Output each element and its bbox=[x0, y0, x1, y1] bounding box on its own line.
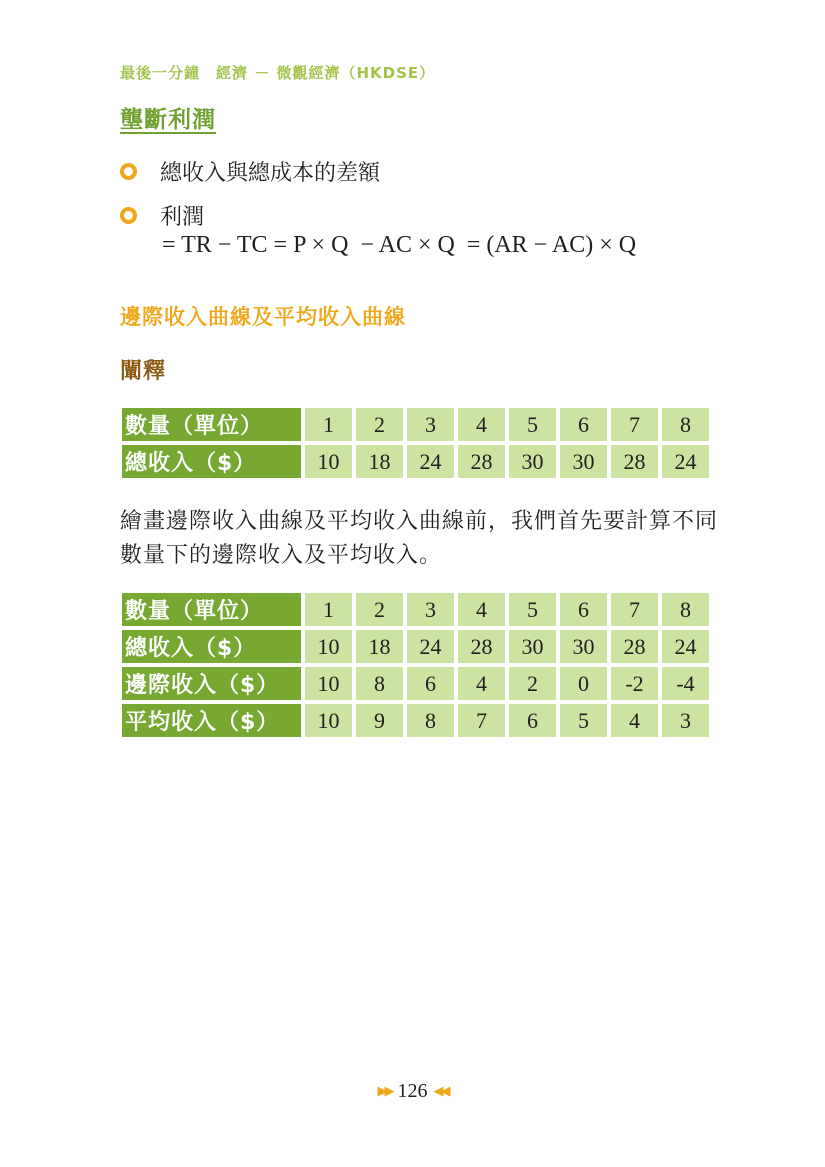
table-row bbox=[122, 593, 709, 626]
table-row bbox=[122, 704, 709, 737]
table-row bbox=[122, 445, 709, 478]
table-cell: 7 bbox=[611, 408, 658, 441]
row-header: 數量（單位） bbox=[122, 593, 301, 626]
table-cell: 28 bbox=[458, 445, 505, 478]
table-cell: 30 bbox=[509, 445, 556, 478]
table-cell: 24 bbox=[662, 630, 709, 663]
table-cell: 6 bbox=[560, 408, 607, 441]
table-cell: 5 bbox=[509, 408, 556, 441]
row-header: 數量（單位） bbox=[122, 408, 301, 441]
table-cell: 10 bbox=[305, 704, 352, 737]
table-cell: 4 bbox=[458, 667, 505, 700]
page-footer bbox=[0, 1080, 825, 1103]
table-cell: 3 bbox=[407, 593, 454, 626]
table-cell: 8 bbox=[662, 593, 709, 626]
table-cell: -4 bbox=[662, 667, 709, 700]
table-cell: 6 bbox=[560, 593, 607, 626]
profit-formula: = TR − TC = P × Q − AC × Q = (AR − AC) × Q bbox=[162, 232, 637, 258]
table-cell: 5 bbox=[509, 593, 556, 626]
table-cell: 28 bbox=[458, 630, 505, 663]
table-cell: 2 bbox=[356, 408, 403, 441]
table-cell: 8 bbox=[356, 667, 403, 700]
table-cell: 10 bbox=[305, 445, 352, 478]
table-cell: 30 bbox=[560, 630, 607, 663]
table-row bbox=[122, 630, 709, 663]
bullet-item bbox=[120, 200, 204, 231]
row-header: 平均收入（$） bbox=[122, 704, 301, 737]
table-row bbox=[122, 408, 709, 441]
row-header: 總收入（$） bbox=[122, 445, 301, 478]
table-cell: -2 bbox=[611, 667, 658, 700]
table-cell: 24 bbox=[662, 445, 709, 478]
table-cell: 24 bbox=[407, 445, 454, 478]
table-cell: 24 bbox=[407, 630, 454, 663]
table-cell: 30 bbox=[509, 630, 556, 663]
section-title-illustration: 闡釋 bbox=[120, 359, 167, 384]
table-cell: 10 bbox=[305, 630, 352, 663]
bullet-text: 利潤 bbox=[160, 205, 205, 230]
row-header: 邊際收入（$） bbox=[122, 667, 301, 700]
section-title-monopoly-profit: 壟斷利潤 bbox=[120, 107, 216, 133]
table-cell: 6 bbox=[509, 704, 556, 737]
table-cell: 8 bbox=[407, 704, 454, 737]
row-header: 總收入（$） bbox=[122, 630, 301, 663]
section-title-mr-ar-curves: 邊際收入曲線及平均收入曲線 bbox=[120, 305, 406, 329]
table-cell: 18 bbox=[356, 445, 403, 478]
table-quantity-total-revenue bbox=[118, 404, 713, 482]
table-row bbox=[122, 667, 709, 700]
table-cell: 4 bbox=[458, 593, 505, 626]
running-header: 最後一分鐘 經濟 － 微觀經濟（HKDSE） bbox=[120, 64, 436, 82]
table-cell: 18 bbox=[356, 630, 403, 663]
table-cell: 4 bbox=[611, 704, 658, 737]
table-cell: 1 bbox=[305, 593, 352, 626]
table-cell: 5 bbox=[560, 704, 607, 737]
table-cell: 0 bbox=[560, 667, 607, 700]
table-cell: 1 bbox=[305, 408, 352, 441]
page-number: 126 bbox=[397, 1080, 428, 1102]
double-arrow-left-icon: ◀◀ bbox=[433, 1083, 448, 1098]
table-cell: 6 bbox=[407, 667, 454, 700]
table-cell: 7 bbox=[458, 704, 505, 737]
bullet-text: 總收入與總成本的差額 bbox=[160, 161, 381, 186]
table-cell: 10 bbox=[305, 667, 352, 700]
table-cell: 2 bbox=[356, 593, 403, 626]
bullet-icon bbox=[120, 207, 137, 224]
table-cell: 8 bbox=[662, 408, 709, 441]
table-cell: 30 bbox=[560, 445, 607, 478]
table-cell: 2 bbox=[509, 667, 556, 700]
table-cell: 4 bbox=[458, 408, 505, 441]
table-revenue-schedule bbox=[118, 589, 713, 741]
table-cell: 28 bbox=[611, 445, 658, 478]
table-cell: 3 bbox=[662, 704, 709, 737]
bullet-item bbox=[120, 156, 380, 187]
double-arrow-right-icon: ▶▶ bbox=[377, 1083, 392, 1098]
explanation-paragraph: 繪畫邊際收入曲線及平均收入曲線前，我們首先要計算不同數量下的邊際收入及平均收入。 bbox=[120, 509, 719, 568]
table-cell: 3 bbox=[407, 408, 454, 441]
table-cell: 9 bbox=[356, 704, 403, 737]
bullet-icon bbox=[120, 163, 137, 180]
table-cell: 28 bbox=[611, 630, 658, 663]
table-cell: 7 bbox=[611, 593, 658, 626]
